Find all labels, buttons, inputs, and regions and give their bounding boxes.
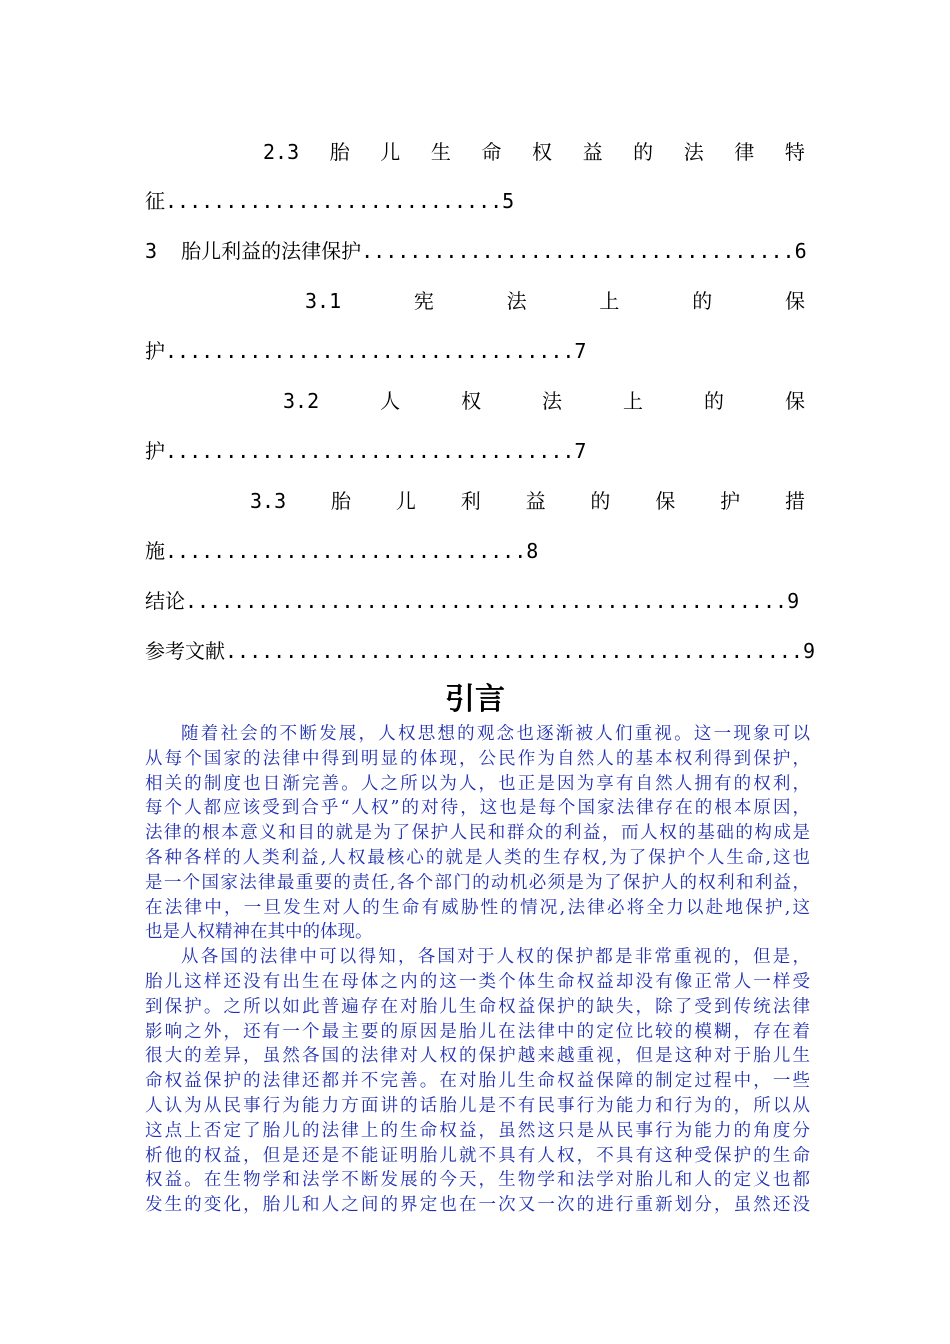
text-line: 胎儿这样还没有出生在母体之内的这一类个体生命权益却没有像正常人一样受: [145, 971, 810, 992]
toc-label: 结论: [145, 589, 185, 613]
toc-char: 权: [461, 389, 482, 413]
toc-page-number: 8: [526, 539, 539, 563]
toc-char: 益: [525, 489, 546, 513]
text-line: 法律的根本意义和目的就是为了保护人民和群众的利益，而人权的基础的构成是: [145, 823, 810, 844]
toc-char: 生: [430, 140, 451, 164]
toc-char: 胎: [330, 489, 351, 513]
toc-leader: ................................................: [225, 639, 803, 663]
text-line: 是一个国家法律最重要的责任,各个部门的动机必须是为了保护人的权利和利益，: [145, 872, 810, 893]
toc-char: 征: [145, 189, 165, 213]
toc-item-3[interactable]: [145, 236, 805, 266]
toc-item-3-3-cont[interactable]: [145, 536, 805, 566]
text-line: 每个人都应该受到合乎“人权”的对待，这也是每个国家法律存在的根本原因，: [145, 798, 810, 819]
text-line: 权益。在生物学和法学不断发展的今天，生物学和法学对胎儿和人的定义也都: [145, 1170, 810, 1191]
toc-char: 儿: [395, 489, 416, 513]
toc-label: 3 胎儿利益的法律保护: [145, 239, 362, 263]
toc-leader: ..............................: [165, 539, 527, 563]
toc-number: 2.3: [263, 140, 300, 164]
text-line: 随着社会的不断发展，人权思想的观念也逐渐被人们重视。这一现象可以: [181, 724, 810, 744]
toc-leader: ....................................: [361, 239, 795, 263]
toc-char: 人: [380, 389, 401, 413]
text-line: 很大的差异，虽然各国的法律对人权的保护越来越重视，但是这种对于胎儿生: [145, 1046, 810, 1067]
toc-char: 律: [734, 140, 755, 164]
text-line: 这点上否定了胎儿的法律上的生命权益，虽然这只是从民事行为能力的角度分: [145, 1120, 810, 1141]
text-line: 发生的变化，胎儿和人之间的界定也在一次又一次的进行重新划分，虽然还没: [145, 1195, 810, 1216]
toc-char: 保: [655, 489, 676, 513]
toc-leader: ..................................: [165, 339, 575, 363]
text-line: 影响之外，还有一个最主要的原因是胎儿在法律中的定位比较的模糊，存在着: [145, 1021, 810, 1042]
text-line: 从每个国家的法律中得到明显的体现，公民作为自然人的基本权利得到保护，: [145, 748, 810, 769]
toc-char: 特: [784, 140, 805, 164]
toc-char: 权: [532, 140, 553, 164]
toc-item-3-3-title[interactable]: [250, 486, 805, 516]
toc-char: 措: [785, 489, 805, 513]
toc-char: 护: [145, 439, 165, 463]
toc-char: 上: [623, 389, 643, 413]
toc-page-number: 7: [574, 439, 587, 463]
text-line: 人认为从民事行为能力方面讲的话胎儿是不有民事行为能力和行为的，所以从: [145, 1095, 810, 1116]
toc-char: 保: [784, 289, 805, 313]
toc-char: 护: [720, 489, 741, 513]
toc-char: 保: [784, 389, 805, 413]
toc-page-number: 9: [802, 639, 816, 663]
toc-char: 法: [683, 140, 704, 164]
toc-char: 胎: [329, 140, 350, 164]
toc-leader: ..................................: [165, 439, 575, 463]
toc-item-3-1-cont[interactable]: [145, 336, 805, 366]
section-heading: 引言: [445, 682, 505, 717]
text-line: 也是人权精神在其中的体现。: [145, 922, 373, 943]
toc-number: 3.3: [250, 489, 287, 513]
text-line: 各种各样的人类利益,人权最核心的就是人类的生存权,为了保护个人生命,这也: [145, 847, 810, 868]
toc-char: 儿: [380, 140, 401, 164]
toc-char: 的: [590, 489, 611, 513]
toc-item-3-2-title[interactable]: [283, 386, 805, 416]
text-line: 在法律中，一旦发生对人的生命有威胁性的情况,法律必将全力以赴地保护,这: [145, 897, 810, 918]
toc-char: 的: [692, 289, 713, 313]
text-line: 析他的权益，但是还是不能证明胎儿就不具有人权，不具有这种受保护的生命: [145, 1145, 810, 1166]
intro-body: [145, 722, 810, 1218]
toc-char: 利: [460, 489, 481, 513]
toc-item-3-2-cont[interactable]: [145, 436, 805, 466]
paragraph-2: [145, 945, 810, 1218]
toc-char: 施: [145, 539, 165, 563]
text-line: 相关的制度也日渐完善。人之所以为人，也正是因为享有自然人拥有的权利，: [145, 773, 810, 794]
toc-leader: ..................................................: [185, 589, 788, 613]
toc-char: 的: [703, 389, 724, 413]
toc-page-number: 5: [502, 189, 515, 213]
toc-char: 法: [542, 389, 563, 413]
toc-item-2-3-title[interactable]: [263, 137, 805, 167]
text-line: 到保护。之所以如此普遍存在对胎儿生命权益保护的缺失，除了受到传统法律: [145, 996, 810, 1017]
toc-char: 宪: [413, 289, 434, 313]
toc-item-references[interactable]: [145, 636, 816, 666]
toc-char: 的: [633, 140, 654, 164]
paragraph-1: [145, 722, 810, 945]
toc-item-3-1-title[interactable]: [305, 286, 805, 316]
toc-char: 命: [481, 140, 502, 164]
toc-number: 3.1: [305, 289, 342, 313]
toc-number: 3.2: [283, 389, 320, 413]
toc-item-2-3-cont[interactable]: [145, 186, 805, 216]
toc-label: 参考文献: [145, 639, 225, 663]
toc-item-conclusion[interactable]: [145, 586, 805, 616]
toc-char: 益: [582, 140, 603, 164]
toc-char: 法: [506, 289, 527, 313]
text-line: 命权益保护的法律还都并不完善。在对胎儿生命权益保障的制定过程中，一些: [145, 1071, 810, 1092]
toc-page-number: 7: [574, 339, 587, 363]
toc-page-number: 9: [787, 589, 800, 613]
text-line: 从各国的法律中可以得知，各国对于人权的保护都是非常重视的，但是，: [181, 947, 810, 968]
toc-char: 上: [599, 289, 620, 313]
toc-char: 护: [145, 339, 165, 363]
toc-page-number: 6: [794, 239, 807, 263]
toc-leader: ............................: [165, 189, 503, 213]
